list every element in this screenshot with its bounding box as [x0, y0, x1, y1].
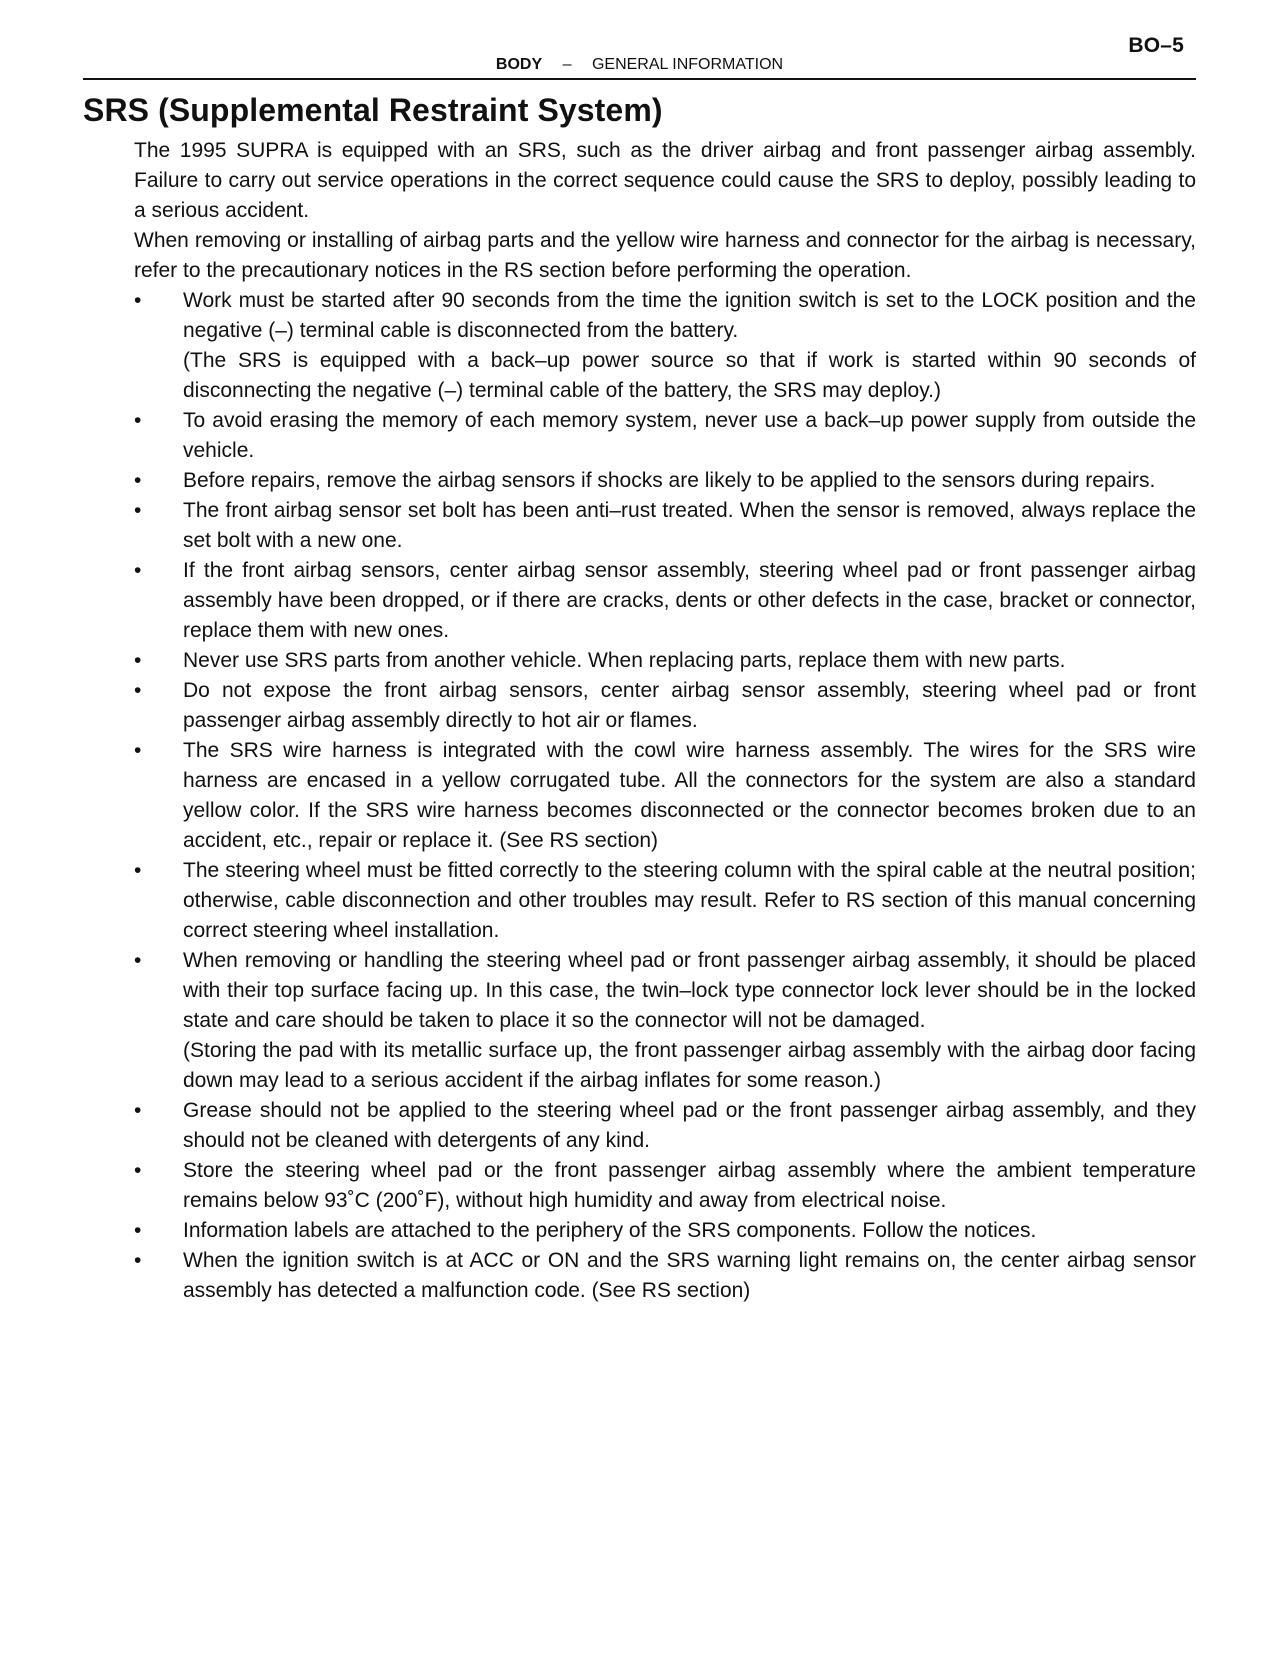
precaution-text: Never use SRS parts from another vehicle. When replacing parts, replace them with new parts. — [183, 649, 1066, 672]
precaution-text: Before repairs, remove the airbag sensors if shocks are likely to be applied to the sensors during repairs. — [183, 469, 1156, 492]
precaution-text: When removing or handling the steering wheel pad or front passenger airbag assembly, it should be placed with their top surface facing up. In this case, the twin–lock type connector lock lever should be in the locked state and care should be taken to place it so the connector will not be damaged. — [183, 949, 1196, 1032]
precaution-item — [134, 466, 1196, 496]
bullet-icon: • — [134, 859, 142, 882]
bullet-icon: • — [134, 1249, 142, 1272]
precaution-item — [134, 286, 1196, 406]
bullet-icon: • — [134, 469, 142, 492]
intro-paragraph: When removing or installing of airbag parts and the yellow wire harness and connector for the airbag is necessary, refer to the precautionary notices in the RS section before performing the operation. — [134, 229, 1196, 282]
bullet-icon: • — [134, 499, 142, 522]
precaution-text: Grease should not be applied to the steering wheel pad or the front passenger airbag assembly, and they should not be cleaned with detergents of any kind. — [183, 1099, 1196, 1152]
precaution-list — [134, 286, 1196, 1306]
precaution-text: If the front airbag sensors, center airbag sensor assembly, steering wheel pad or front passenger airbag assembly have been dropped, or if there are cracks, dents or other defects in the case, bracket or connector, replace them with new ones. — [183, 559, 1196, 642]
precaution-item — [134, 1216, 1196, 1246]
precaution-text: To avoid erasing the memory of each memory system, never use a back–up power supply from outside the vehicle. — [183, 409, 1196, 462]
precaution-text: The SRS wire harness is integrated with the cowl wire harness assembly. The wires for the SRS wire harness are encased in a yellow corrugated tube. All the connectors for the system are also a standard yellow color. If the SRS wire harness becomes disconnected or the connector becomes broken due to an accident, etc., repair or replace it. (See RS section) — [183, 739, 1196, 852]
header-section: BODY — [495, 56, 543, 73]
precaution-item — [134, 646, 1196, 676]
bullet-icon: • — [134, 649, 142, 672]
section-body — [134, 136, 1196, 1306]
precaution-item — [134, 736, 1196, 856]
precaution-text: The steering wheel must be fitted correctly to the steering column with the spiral cable at the neutral position; otherwise, cable disconnection and other troubles may result. Refer to RS section of this manual concerning correct steering wheel installation. — [183, 859, 1196, 942]
bullet-icon: • — [134, 289, 142, 312]
precaution-text: Store the steering wheel pad or the front passenger airbag assembly where the ambient temperature remains below 93˚C (200˚F), without high humidity and away from electrical noise. — [183, 1159, 1196, 1212]
precaution-item — [134, 1096, 1196, 1156]
precaution-text: When the ignition switch is at ACC or ON and the SRS warning light remains on, the center airbag sensor assembly has detected a malfunction code. (See RS section) — [183, 1249, 1196, 1302]
precaution-item — [134, 556, 1196, 646]
precaution-note: (The SRS is equipped with a back–up power source so that if work is started within 90 seconds of disconnecting the negative (–) terminal cable of the battery, the SRS may deploy.) — [183, 349, 1196, 402]
bullet-icon: • — [134, 1099, 142, 1122]
bullet-icon: • — [134, 559, 142, 582]
precaution-item — [134, 496, 1196, 556]
bullet-icon: • — [134, 679, 142, 702]
bullet-icon: • — [134, 1159, 142, 1182]
precaution-text: Information labels are attached to the periphery of the SRS components. Follow the notices. — [183, 1219, 1037, 1242]
running-header — [83, 56, 1196, 80]
section-title: SRS (Supplemental Restraint System) — [83, 92, 663, 128]
bullet-icon: • — [134, 949, 142, 972]
bullet-icon: • — [134, 739, 142, 762]
precaution-item — [134, 406, 1196, 466]
bullet-icon: • — [134, 1219, 142, 1242]
page-number: BO–5 — [1128, 34, 1184, 57]
intro-paragraph: The 1995 SUPRA is equipped with an SRS, such as the driver airbag and front passenger airbag assembly. Failure to carry out service operations in the correct sequence could cause the SRS to deploy, possibly leading to a serious accident. — [134, 139, 1196, 222]
precaution-item — [134, 946, 1196, 1096]
header-separator: – — [562, 56, 572, 73]
precaution-item — [134, 856, 1196, 946]
precaution-note: (Storing the pad with its metallic surface up, the front passenger airbag assembly with the airbag door facing down may lead to a serious accident if the airbag inflates for some reason.) — [183, 1039, 1196, 1092]
header-subsection: GENERAL INFORMATION — [591, 56, 784, 73]
precaution-item — [134, 1156, 1196, 1216]
precaution-text: The front airbag sensor set bolt has been anti–rust treated. When the sensor is removed, always replace the set bolt with a new one. — [183, 499, 1196, 552]
precaution-item — [134, 676, 1196, 736]
bullet-icon: • — [134, 409, 142, 432]
precaution-text: Work must be started after 90 seconds from the time the ignition switch is set to the LOCK position and the negative (–) terminal cable is disconnected from the battery. — [183, 289, 1196, 342]
precaution-item — [134, 1246, 1196, 1306]
precaution-text: Do not expose the front airbag sensors, center airbag sensor assembly, steering wheel pad or front passenger airbag assembly directly to hot air or flames. — [183, 679, 1196, 732]
